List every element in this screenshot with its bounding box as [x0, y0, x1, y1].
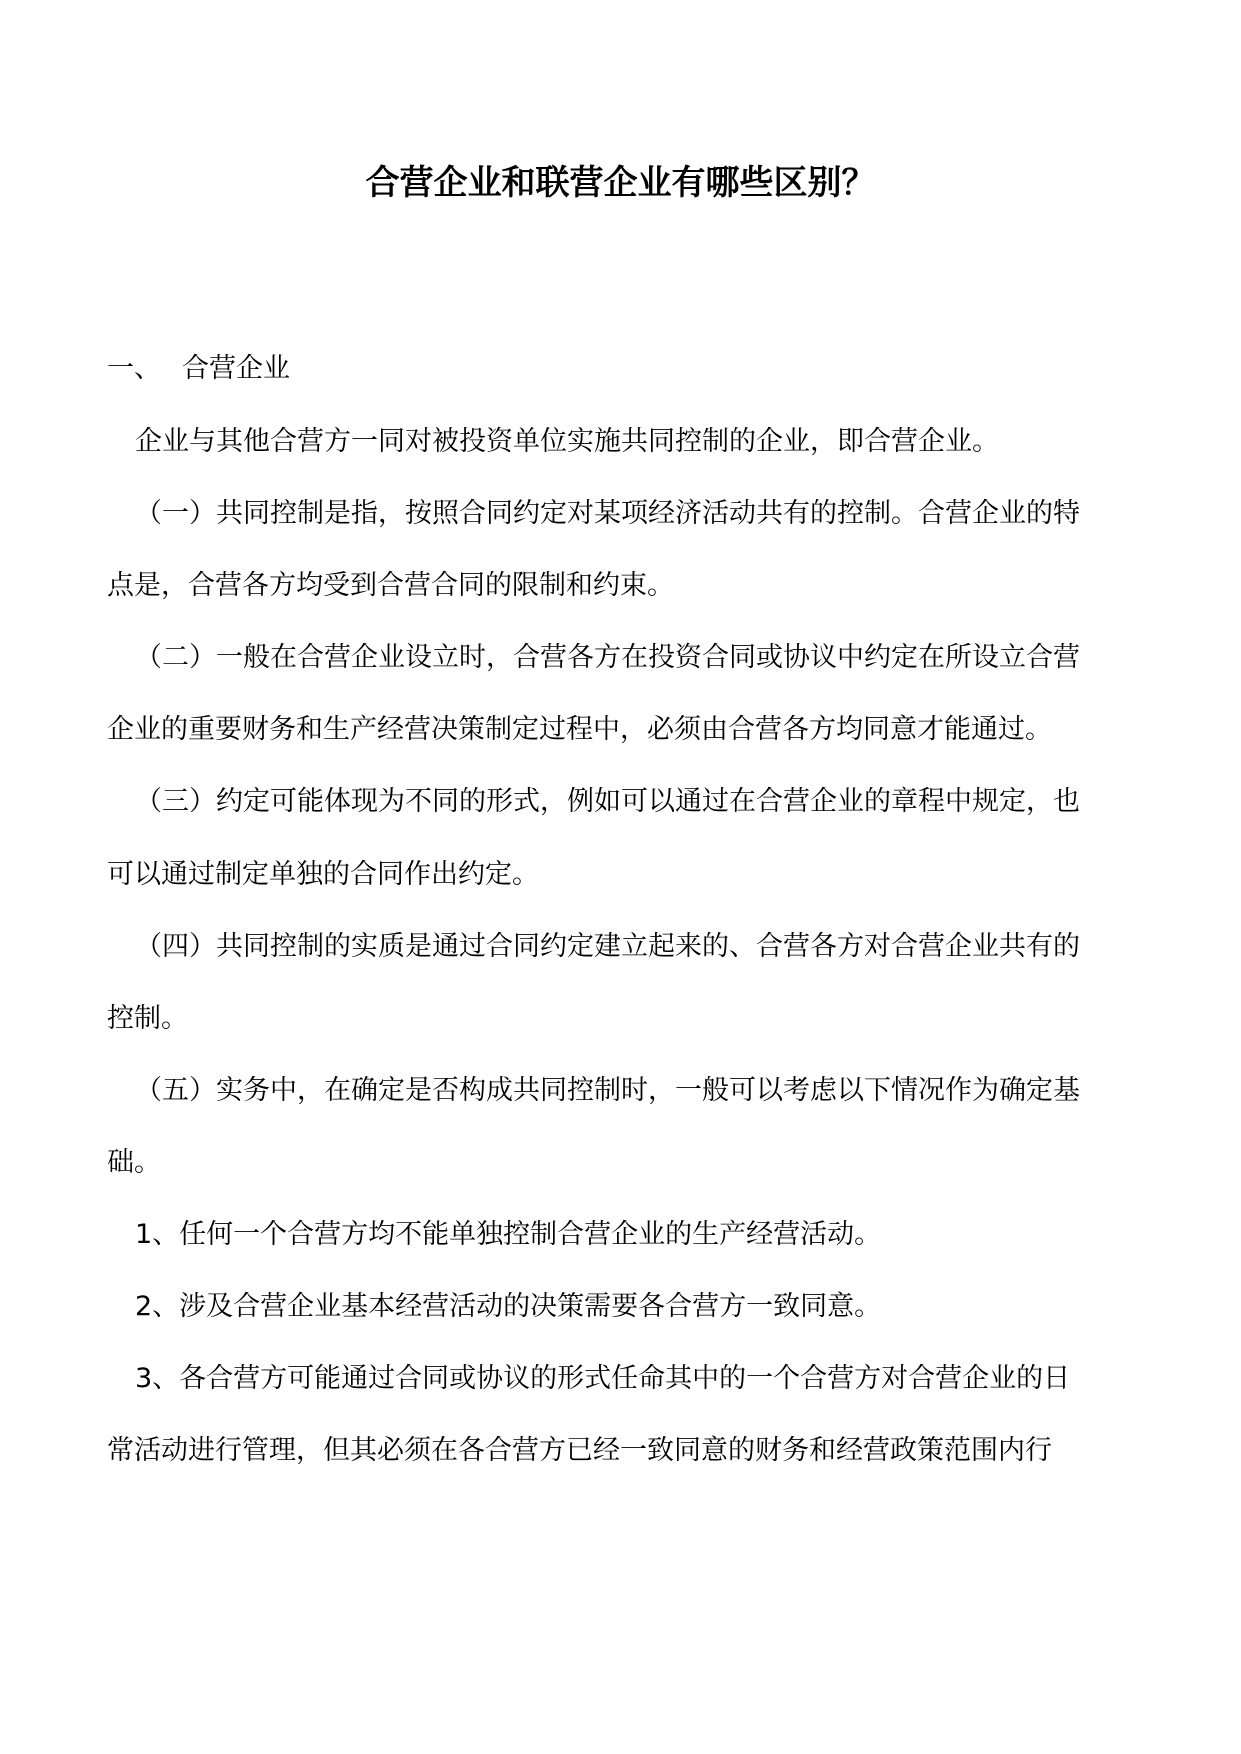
document-title: 合营企业和联营企业有哪些区别？: [365, 163, 876, 203]
paragraph-line: （二）一般在合营企业设立时，合营各方在投资合同或协议中约定在所设立合营: [135, 642, 1080, 673]
paragraph-line: （五）实务中，在确定是否构成共同控制时，一般可以考虑以下情况作为确定基: [135, 1075, 1080, 1106]
paragraph-line: （三）约定可能体现为不同的形式，例如可以通过在合营企业的章程中规定，也: [135, 786, 1080, 817]
section-number: 一、: [107, 353, 161, 384]
section-heading: [107, 349, 290, 389]
paragraph-line: （四）共同控制的实质是通过合同约定建立起来的、合营各方对合营企业共有的: [135, 931, 1080, 962]
paragraph-line: 常活动进行管理，但其必须在各合营方已经一致同意的财务和经营政策范围内行: [107, 1435, 1052, 1466]
paragraph-line: 企业的重要财务和生产经营决策制定过程中，必须由合营各方均同意才能通过。: [107, 714, 1052, 745]
paragraph-line: 点是，合营各方均受到合营合同的限制和约束。: [107, 570, 674, 601]
paragraph-line: 3、各合营方可能通过合同或协议的形式任命其中的一个合营方对合营企业的日: [135, 1363, 1071, 1394]
paragraph-line: 控制。: [107, 1003, 188, 1034]
paragraph-line: 2、涉及合营企业基本经营活动的决策需要各合营方一致同意。: [135, 1291, 882, 1322]
paragraph-line: （一）共同控制是指，按照合同约定对某项经济活动共有的控制。合营企业的特: [135, 498, 1080, 529]
paragraph-line: 可以通过制定单独的合同作出约定。: [107, 859, 539, 890]
paragraph-line: 础。: [107, 1147, 161, 1178]
section-label: 合营企业: [182, 353, 290, 384]
paragraph-line: 1、任何一个合营方均不能单独控制合营企业的生产经营活动。: [135, 1219, 882, 1250]
paragraph-line: 企业与其他合营方一同对被投资单位实施共同控制的企业，即合营企业。: [135, 426, 999, 457]
